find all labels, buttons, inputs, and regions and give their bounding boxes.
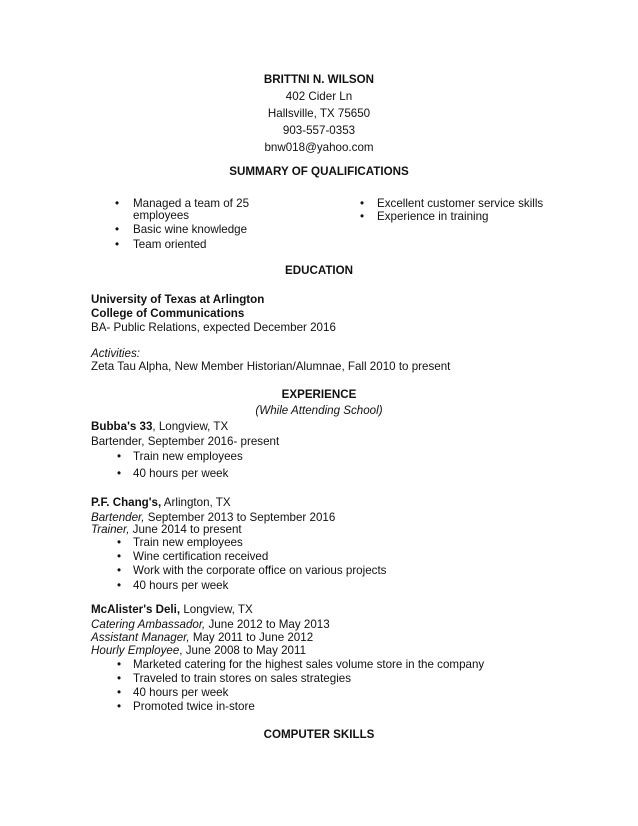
role-title: Catering Ambassador,: [91, 618, 206, 631]
degree: BA- Public Relations, expected December 2016: [91, 321, 336, 334]
job-duty: Train new employees: [133, 536, 243, 549]
job-location: Arlington, TX: [161, 496, 231, 509]
computer-skills-heading: COMPUTER SKILLS: [263, 728, 375, 741]
school-name: University of Texas at Arlington: [91, 293, 265, 306]
job-duty: Work with the corporate office on various projects: [133, 564, 387, 577]
role-dates: June 2012 to May 2013: [205, 618, 330, 631]
summary-item: Experience in training: [377, 210, 489, 223]
job-role: [91, 434, 279, 449]
role-title: Assistant Manager,: [91, 631, 190, 644]
summary-item: Basic wine knowledge: [133, 223, 248, 236]
experience-subheading: (While Attending School): [255, 404, 383, 417]
candidate-name: BRITTNI N. WILSON: [263, 73, 375, 86]
activities-label: Activities:: [91, 347, 140, 360]
role-dates: , June 2008 to May 2011: [179, 644, 307, 657]
job-location: Longview, TX: [180, 603, 253, 616]
job-duty: Traveled to train stores on sales strategies: [133, 672, 352, 685]
bullet-icon: •: [117, 536, 122, 549]
role-dates: September 2013 to September 2016: [144, 511, 336, 524]
bullet-icon: •: [117, 550, 122, 563]
summary-item: Excellent customer service skills: [377, 197, 544, 210]
job-header: [91, 419, 228, 434]
job-header: [91, 602, 253, 617]
bullet-icon: •: [115, 238, 120, 251]
employer-name: P.F. Chang's,: [91, 496, 162, 509]
role-title: Hourly Employee: [91, 644, 180, 657]
summary-item: Managed a team of 25: [133, 197, 250, 210]
job-duty: Train new employees: [133, 450, 243, 463]
bullet-icon: •: [117, 658, 122, 671]
bullet-icon: •: [117, 686, 122, 699]
email-address: bnw018@yahoo.com: [264, 141, 374, 154]
bullet-icon: •: [115, 223, 120, 236]
job-duty: Wine certification received: [133, 550, 269, 563]
summary-heading: SUMMARY OF QUALIFICATIONS: [229, 165, 409, 178]
bullet-icon: •: [117, 564, 122, 577]
job-duty: Marketed catering for the highest sales volume store in the company: [133, 658, 485, 671]
bullet-icon: •: [117, 467, 122, 480]
job-duty: 40 hours per week: [133, 579, 229, 592]
role-title: Trainer,: [91, 523, 130, 536]
bullet-icon: •: [117, 579, 122, 592]
job-duty: Promoted twice in-store: [133, 700, 255, 713]
phone-number: 903-557-0353: [282, 124, 356, 137]
role-dates: Bartender, September 2016- present: [91, 435, 280, 448]
job-role: [91, 643, 306, 658]
bullet-icon: •: [360, 197, 365, 210]
street-address: 402 Cider Ln: [285, 90, 353, 103]
role-dates: May 2011 to June 2012: [189, 631, 314, 644]
bullet-icon: •: [360, 210, 365, 223]
job-location: , Longview, TX: [152, 420, 229, 433]
experience-heading: EXPERIENCE: [281, 388, 357, 401]
summary-item: Team oriented: [133, 238, 207, 251]
role-title: Bartender,: [91, 511, 145, 524]
activities: Zeta Tau Alpha, New Member Historian/Alumnae, Fall 2010 to present: [91, 360, 451, 373]
role-dates: June 2014 to present: [129, 523, 242, 536]
employer-name: McAlister's Deli,: [91, 603, 181, 616]
bullet-icon: •: [117, 672, 122, 685]
summary-item-continued: employees: [133, 209, 190, 222]
education-heading: EDUCATION: [284, 264, 354, 277]
bullet-icon: •: [117, 450, 122, 463]
job-duty: 40 hours per week: [133, 686, 229, 699]
city-state-zip: Hallsville, TX 75650: [267, 107, 371, 120]
employer-name: Bubba's 33: [91, 420, 153, 433]
job-duty: 40 hours per week: [133, 467, 229, 480]
job-header: [91, 495, 231, 510]
bullet-icon: •: [117, 700, 122, 713]
bullet-icon: •: [115, 197, 120, 210]
college-name: College of Communications: [91, 307, 245, 320]
